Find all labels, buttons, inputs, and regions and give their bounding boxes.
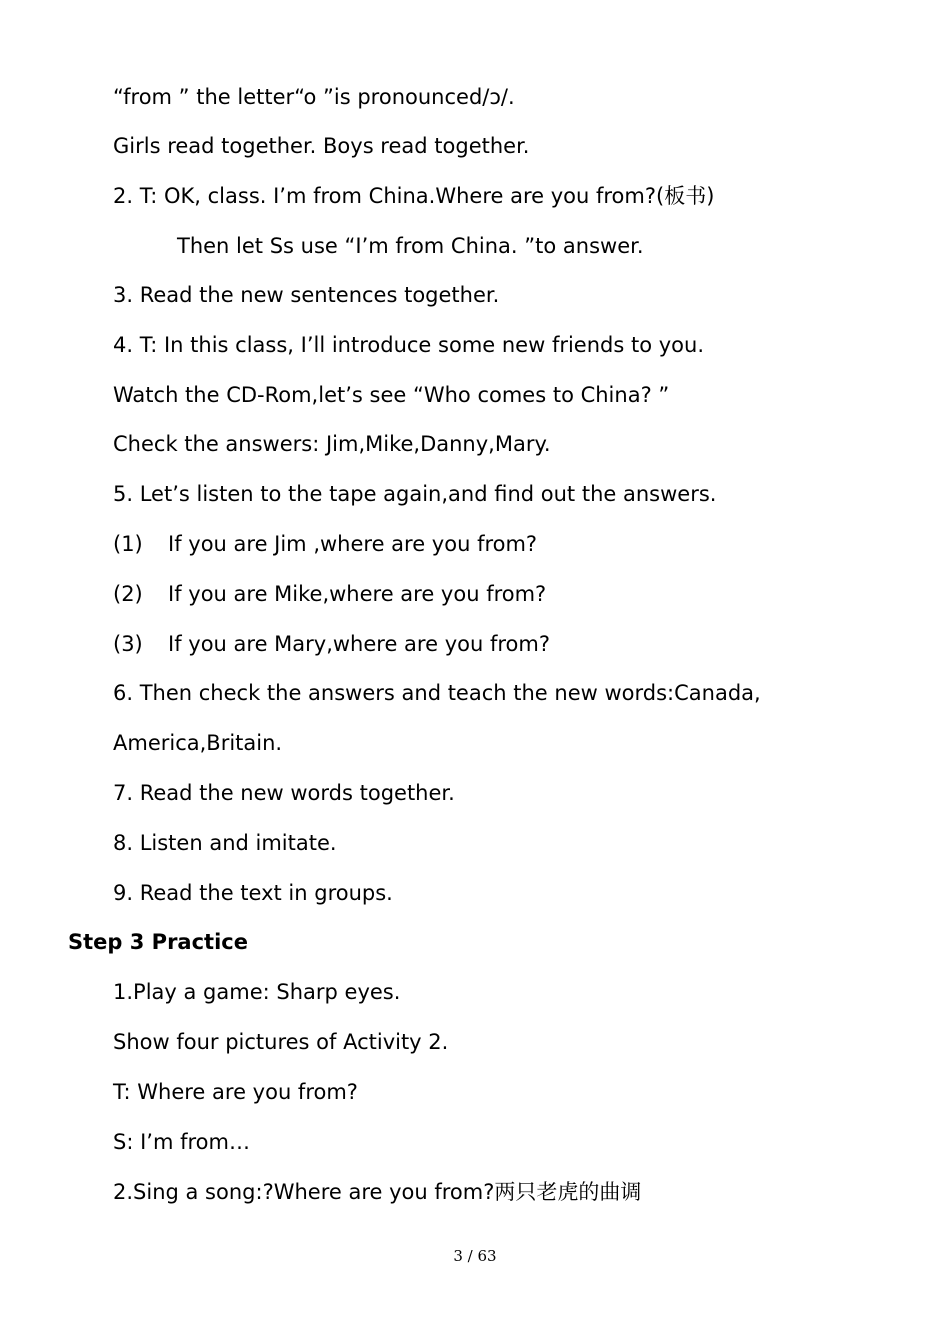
question-text: If you are Mike,where are you from? [168, 582, 547, 606]
question-text: If you are Mary,where are you from? [168, 632, 550, 656]
text-line: America,Britain. [113, 731, 283, 755]
text-line: 1.Play a game: Sharp eyes. [113, 980, 401, 1004]
page-number: 3 / 63 [453, 1247, 497, 1265]
question-item [113, 530, 537, 558]
text-line: 8. Listen and imitate. [113, 831, 337, 855]
question-item [113, 580, 546, 608]
question-number: (2) [113, 582, 143, 606]
text-line: 3. Read the new sentences together. [113, 283, 500, 307]
text-line: 9. Read the text in groups. [113, 881, 393, 905]
text-line: T: Where are you from? [113, 1080, 358, 1104]
text-line: 2. T: OK, class. I’m from China.Where are you from?(板书) [113, 184, 715, 208]
text-line: Check the answers: Jim,Mike,Danny,Mary. [113, 432, 551, 456]
text-line: Girls read together. Boys read together. [113, 134, 530, 158]
question-number: (3) [113, 632, 143, 656]
text-line: Then let Ss use “I’m from China. ”to answer. [177, 234, 644, 258]
text-line: 4. T: In this class, I’ll introduce some new friends to you. [113, 333, 705, 357]
text-line: S: I’m from… [113, 1130, 250, 1154]
question-number: (1) [113, 532, 143, 556]
text-line: 6. Then check the answers and teach the new words:Canada, [113, 681, 761, 705]
section-heading: Step 3 Practice [68, 930, 248, 954]
text-line: Show four pictures of Activity 2. [113, 1030, 449, 1054]
text-line: Watch the CD-Rom,let’s see “Who comes to China? ” [113, 383, 670, 407]
question-text: If you are Jim ,where are you from? [168, 532, 538, 556]
text-line: “from ” the letter“o ”is pronounced/ɔ/. [113, 85, 515, 109]
text-line: 2.Sing a song:?Where are you from?两只老虎的曲调 [113, 1180, 642, 1204]
question-item [113, 630, 550, 658]
text-line: 7. Read the new words together. [113, 781, 455, 805]
text-line: 5. Let’s listen to the tape again,and find out the answers. [113, 482, 717, 506]
